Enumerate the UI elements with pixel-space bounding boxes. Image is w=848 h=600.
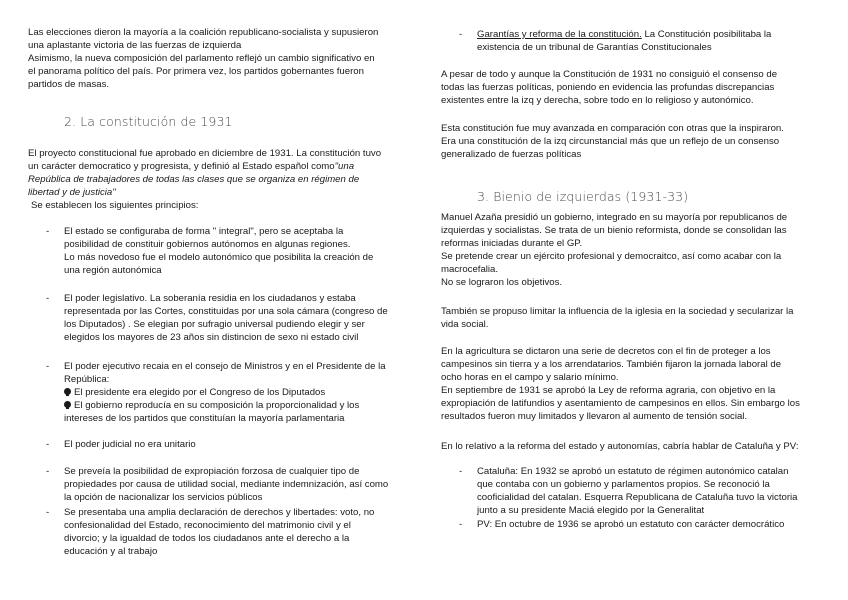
text-line: Se pretende crear un ejército profesional y democraitco, así como acabar con la	[441, 251, 782, 262]
text-line: todas las fuerzas políticas, poniendo en evidencia las profundas discrepancias	[441, 82, 775, 93]
bullet-dash: -	[459, 519, 463, 530]
text-line: República:	[64, 374, 110, 385]
text-line: Lo más novedoso fue el modelo autonómico que posibilita la creación de	[64, 252, 374, 263]
quote-open: "una	[334, 161, 355, 172]
text-line: los Diputados) . Se elegian por sufragio universal pudiendo elegir y ser	[64, 319, 365, 330]
quote-line: libertad y de justicia	[28, 187, 113, 198]
text-line: existencia de un tribunal de Garantías Constitucionales	[477, 42, 712, 53]
text-line: Se establecen los siguientes principios:	[31, 200, 199, 211]
text-line: una región autonómica	[64, 265, 162, 276]
constitution-paragraph	[28, 147, 412, 212]
intro-paragraph	[28, 26, 412, 91]
text-line: El poder legislativo. La soberanía residia en los ciudadanos y estaba	[64, 293, 356, 304]
text-line: campesinos sin tierra y a los arrendatarios. También fijaron la jornada laboral de	[441, 359, 782, 370]
text-line: No se lograron los objetivos.	[441, 277, 563, 288]
bullet-item	[28, 506, 412, 558]
text-line: La Constitución posibilitaba la	[641, 29, 772, 40]
text-line: la opción de nacionalizar los servicios públicos	[64, 492, 263, 503]
text-line: Manuel Azaña presidió un gobierno, integrado en su mayoría por republicanos de	[441, 212, 788, 223]
text-line: En la agricultura se dictaron una serie de decretos con el fin de proteger a los	[441, 346, 771, 357]
bullet-item	[441, 28, 825, 54]
bullet-item	[441, 518, 825, 531]
advanced-constitution-paragraph	[441, 122, 825, 161]
text-line: macrocefalia.	[441, 264, 499, 275]
text-line: El poder judicial no era unitario	[64, 439, 196, 450]
church-paragraph	[441, 305, 825, 331]
text-line: cooficialidad del catalan. Esquerra Republicana de Cataluña tuvo la victoria	[477, 492, 798, 503]
text-line: El poder ejecutivo recaia en el consejo de Ministros y en el Presidente de la	[64, 361, 386, 372]
text-line: Las elecciones dieron la mayoría a la coalición republicano-socialista y supusieron	[28, 27, 379, 38]
text-line: Se presentaba una amplia declaración de derechos y libertades: voto, no	[64, 507, 375, 518]
text-line: que contaba con un gobierno y parlamentos propios. Se reconoció la	[477, 479, 770, 490]
text-line: vida social.	[441, 319, 489, 330]
section-heading-bienio: 3. Bienio de izquierdas (1931-33)	[477, 189, 689, 204]
bullet-dash: -	[46, 361, 50, 372]
azana-paragraph	[441, 211, 825, 289]
text-line: propiedades por causa de utilidad social, mediante indemnización, así como	[64, 479, 389, 490]
text-line: ocho horas en el campo y salario mínimo.	[441, 372, 619, 383]
text-line: generalizado de fuerzas políticas	[441, 149, 582, 160]
text-line: una aplastante victoria de las fuerzas de izquierda	[28, 40, 242, 51]
text-line: El gobierno reproducía en su composición la proporcionalidad y los	[74, 400, 360, 411]
bullet-dash: -	[46, 466, 50, 477]
text-line: Cataluña: En 1932 se aprobó un estatuto de régimen autonómico catalan	[477, 466, 789, 477]
text-line: posibilidad de constituir gobiernos autónomos en algunas regiones.	[64, 239, 351, 250]
text-line: representada por las Cortes, constituidas por una sola cámara (congreso de	[64, 306, 388, 317]
text-line: El proyecto constitucional fue aprobado en diciembre de 1931. La constitución tuvo	[28, 148, 382, 159]
consensus-paragraph	[441, 68, 825, 107]
text-line: junto a su presidente Maciá elegido por la Generalitat	[477, 505, 705, 516]
text-line: En lo relativo a la reforma del estado y autonomías, cabría hablar de Cataluña y PV:	[441, 441, 799, 452]
bullet-dash: -	[459, 29, 463, 40]
text-line: un carácter democratico y progresista, y definió al Estado español como	[28, 161, 335, 172]
bullet-item	[28, 438, 412, 451]
bullet-dash: -	[46, 507, 50, 518]
bullet-dash: -	[46, 293, 50, 304]
lightbulb-icon	[64, 401, 71, 408]
bullet-dash: -	[459, 466, 463, 477]
bullet-dash: -	[46, 226, 50, 237]
text-line: PV: En octubre de 1936 se aprobó un estatuto con carácter democrático	[477, 519, 785, 530]
text-line: expropiación de latifundios y asentamiento de campesinos en ellos. Sin embargo los	[441, 398, 800, 409]
text-line: existentes entre la izq y derecha, sobre todo en lo religioso y autonómico.	[441, 95, 754, 106]
bullet-dash: -	[46, 439, 50, 450]
lightbulb-icon	[64, 388, 71, 395]
text-line: El estado se configuraba de forma " integral", pero se aceptaba la	[64, 226, 344, 237]
text-line: También se propuso limitar la influencia de la iglesia en la sociedad y secularizar la	[441, 306, 794, 317]
text-line: confesionalidad del Estado, reconocimiento del matrimonio civil y el	[64, 520, 351, 531]
section-heading-constitution: 2. La constitución de 1931	[64, 114, 233, 129]
quote-close: "	[112, 187, 116, 198]
text-line: El presidente era elegido por el Congreso de los Diputados	[74, 387, 326, 398]
text-line: Era una constitución de la izq circunstancial más que un reflejo de un consenso	[441, 136, 780, 147]
text-line: elegidos los mayores de 23 años sin distincion de sexo ni estado civil	[64, 332, 359, 343]
text-line: A pesar de todo y aunque la Constitución de 1931 no consiguió el consenso de	[441, 69, 778, 80]
text-line: divorcio; y la igualdad de todos los ciudadanos ante el derecho a la	[64, 533, 350, 544]
bullet-item	[28, 292, 412, 344]
text-line: partidos de masas.	[28, 79, 110, 90]
bullet-item	[28, 360, 412, 425]
text-line: Asimismo, la nueva composición del parlamento reflejó un cambio significativo en	[28, 53, 375, 64]
text-line: intereses de los partidos que constituían la mayoría parlamentaria	[64, 413, 345, 424]
text-line: reformas iniciadas durante el GP.	[441, 238, 583, 249]
underlined-title: Garantías y reforma de la constitución.	[477, 29, 642, 40]
autonomies-paragraph	[441, 440, 825, 453]
bullet-item	[28, 225, 412, 277]
bullet-item	[441, 465, 825, 517]
text-line: Esta constitución fue muy avanzada en comparación con otras que la inspiraron.	[441, 123, 784, 134]
bullet-item	[28, 465, 412, 504]
text-line: izquierdas y socialistas. Se trata de un bienio reformista, donde se consolidan las	[441, 225, 787, 236]
text-line: En septiembre de 1931 se aprobó la Ley de reforma agraria, con objetivo en la	[441, 385, 776, 396]
text-line: resultados fueron muy limitados y llevaron al aumento de tensión social.	[441, 411, 748, 422]
quote-line: República de trabajadores de todas las clases que se organiza en régimen de	[28, 174, 360, 185]
text-line: educación y al trabajo	[64, 546, 158, 557]
text-line: el panorama político del país. Por primera vez, los partidos gobernantes fueron	[28, 66, 364, 77]
text-line: Se preveía la posibilidad de expropiación forzosa de cualquier tipo de	[64, 466, 360, 477]
agriculture-paragraph	[441, 345, 825, 423]
